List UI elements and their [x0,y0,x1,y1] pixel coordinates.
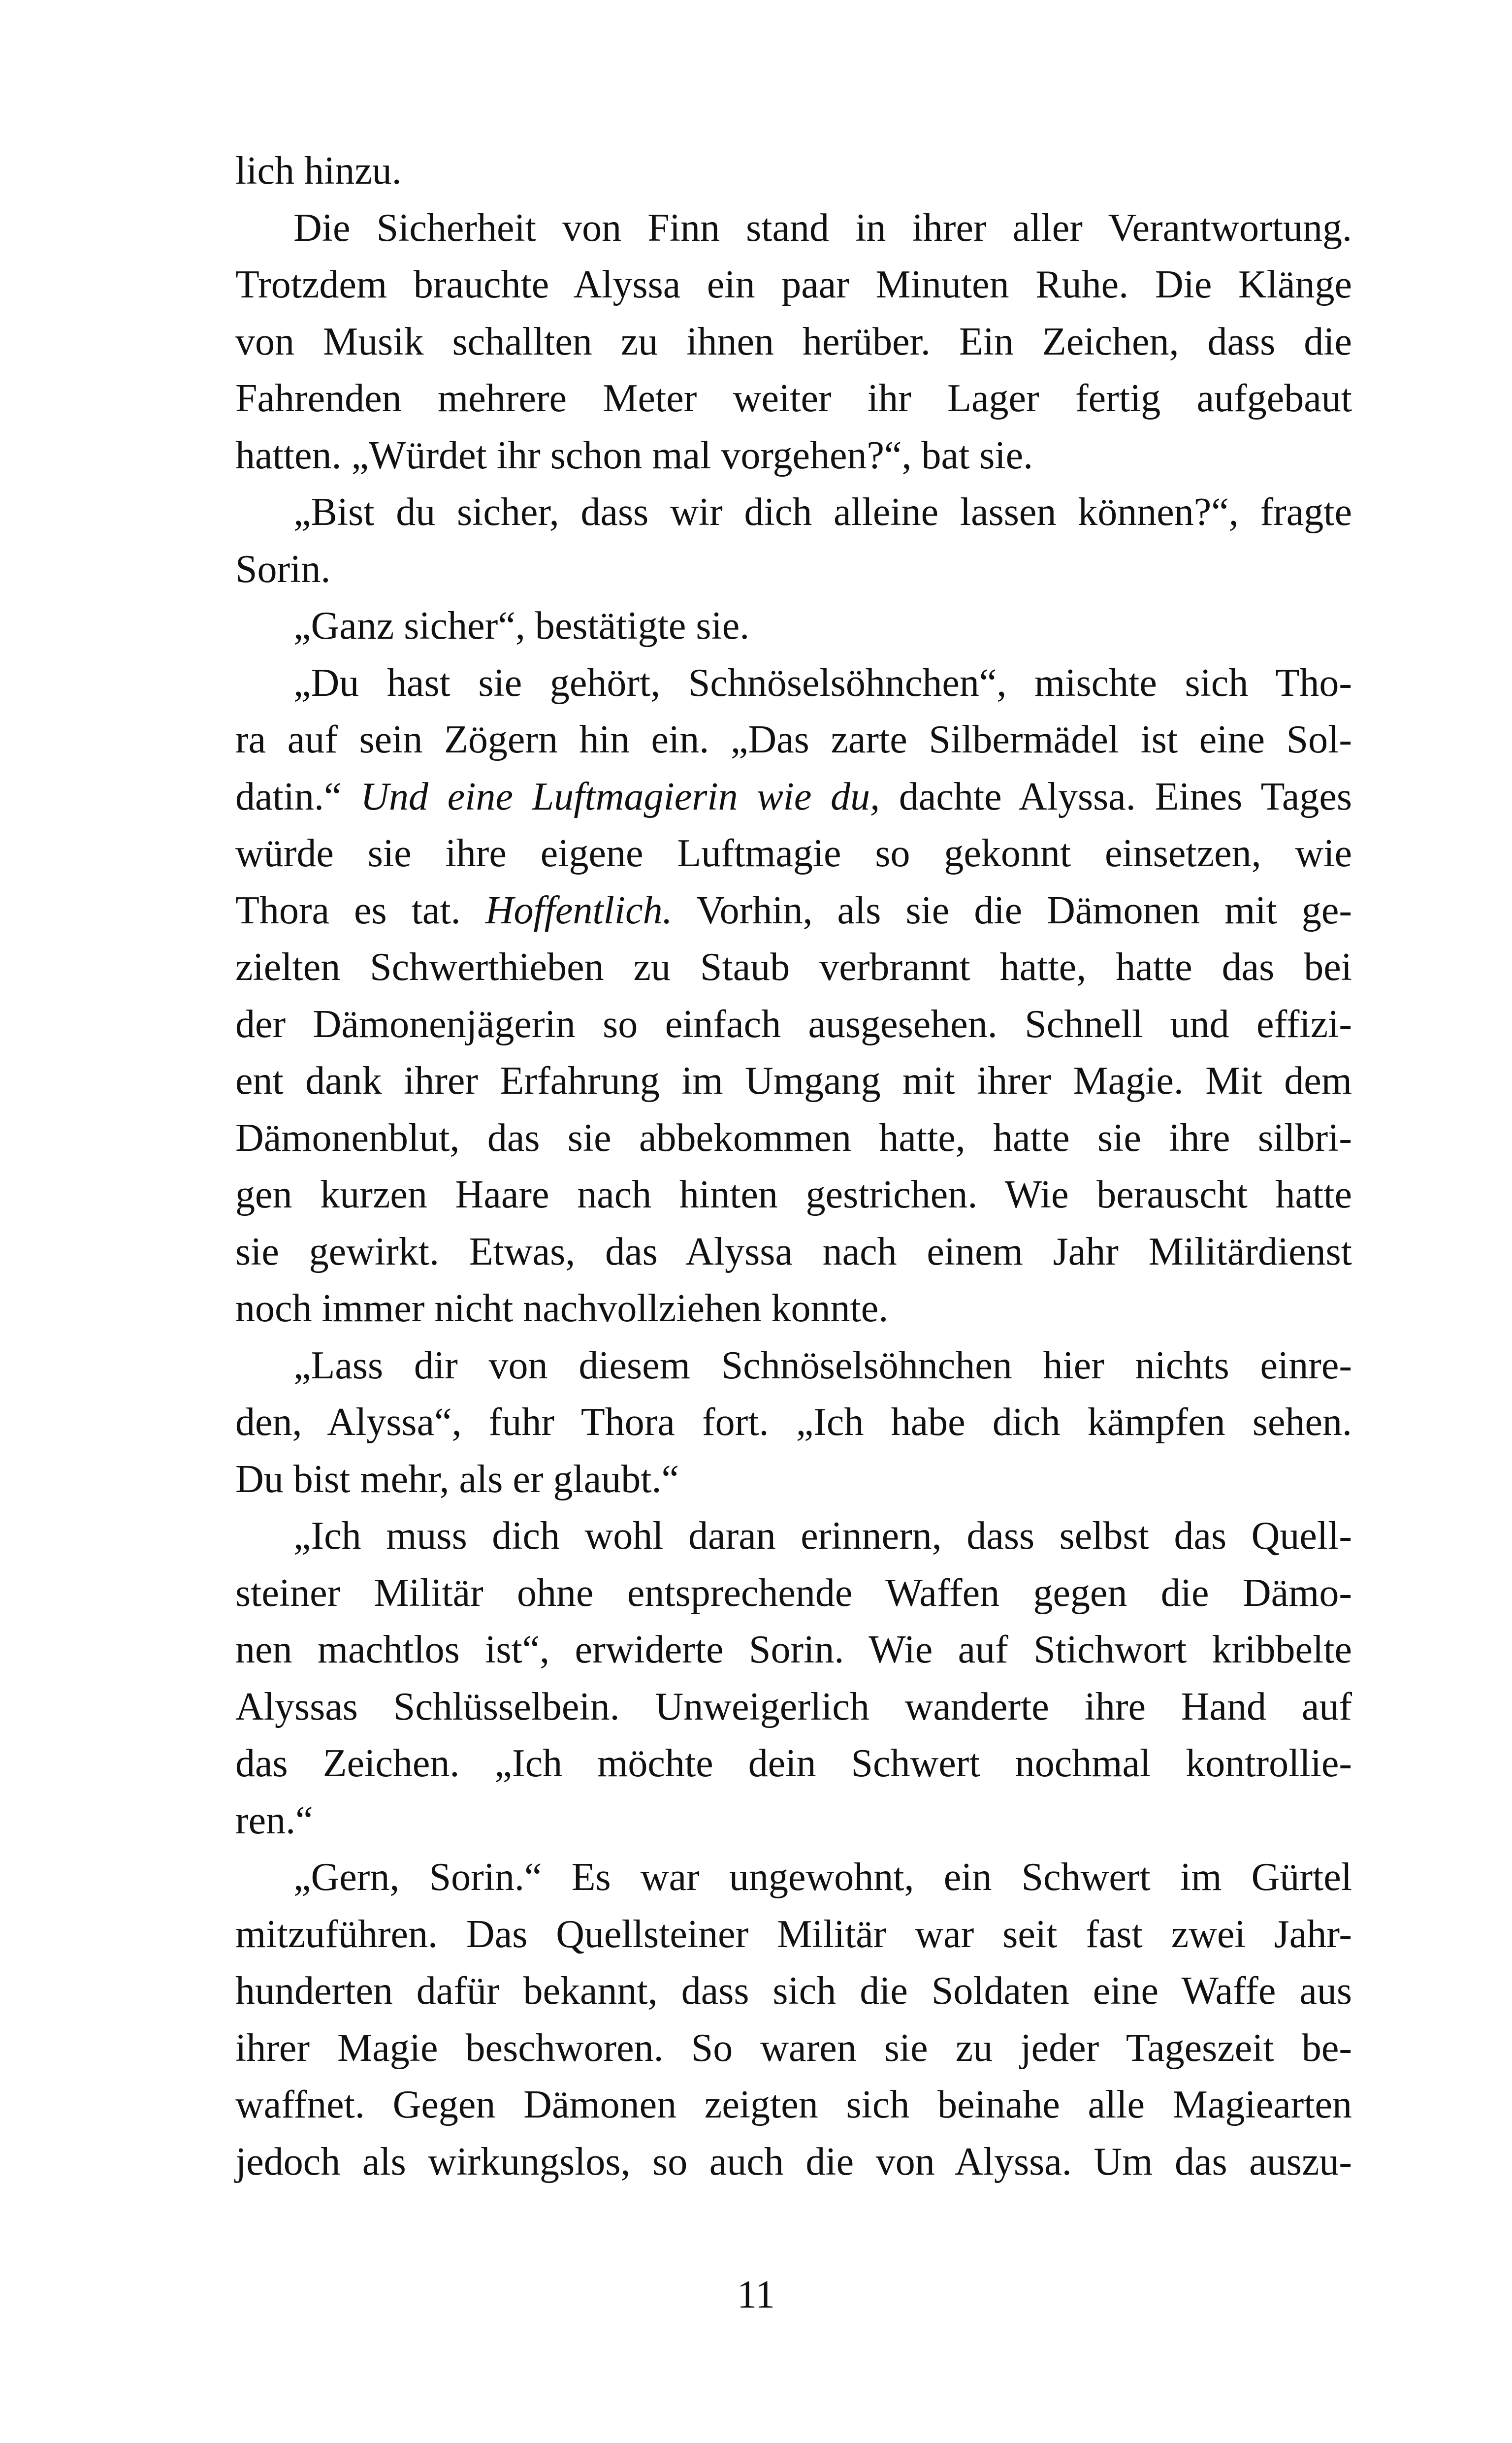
text-line: ra auf sein Zögern hin ein. „Das zarte Silbermädel ist eine Sol- [235,718,1352,761]
text-line: das Zeichen. „Ich möchte dein Schwert nochmal kontrollie- [235,1742,1352,1785]
text-line: ren.“ [235,1798,313,1842]
text-line: von Musik schallten zu ihnen herüber. Ein Zeichen, dass die [235,320,1352,363]
text-line: Alyssas Schlüsselbein. Unweigerlich wanderte ihre Hand auf [235,1685,1352,1728]
body-text [235,143,1352,2190]
text-line: gen kurzen Haare nach hinten gestrichen. Wie berauscht hatte [235,1173,1352,1216]
text-line: mitzuführen. Das Quellsteiner Militär war seit fast zwei Jahr- [235,1912,1352,1956]
text-line: zielten Schwerthieben zu Staub verbrannt hatte, hatte das bei [235,945,1352,989]
text-line: nen machtlos ist“, erwiderte Sorin. Wie auf Stichwort kribbelte [235,1628,1352,1671]
text-segment: datin.“ [235,775,361,818]
text-line: „Bist du sicher, dass wir dich alleine lassen können?“, fragte [293,490,1352,534]
italic-segment: Und eine Luftmagierin wie du, [360,775,880,818]
text-line: „Gern, Sorin.“ Es war ungewohnt, ein Schwert im Gürtel [293,1856,1352,1899]
text-line: waffnet. Gegen Dämonen zeigten sich beinahe alle Magiearten [235,2083,1352,2126]
text-line: steiner Militär ohne entsprechende Waffen gegen die Dämo- [235,1571,1352,1615]
text-line: der Dämonenjägerin so einfach ausgesehen. Schnell und effizi- [235,1002,1352,1046]
text-line: hunderten dafür bekannt, dass sich die Soldaten eine Waffe aus [235,1969,1352,2013]
italic-segment: Hoffentlich. [485,888,673,932]
text-line: Dämonenblut, das sie abbekommen hatte, hatte sie ihre silbri- [235,1116,1352,1160]
text-line: „Du hast sie gehört, Schnöselsöhnchen“, mischte sich Tho- [293,661,1352,705]
text-line: noch immer nicht nachvollziehen konnte. [235,1287,889,1330]
text-line: würde sie ihre eigene Luftmagie so gekonnt einsetzen, wie [235,832,1352,875]
text-line: Die Sicherheit von Finn stand in ihrer aller Verantwortung. [293,206,1352,250]
text-line: ihrer Magie beschworen. So waren sie zu jeder Tageszeit be- [235,2026,1352,2070]
text-line: lich hinzu. [235,149,402,193]
text-line: Trotzdem brauchte Alyssa ein paar Minuten Ruhe. Die Klänge [235,263,1352,306]
text-line: jedoch als wirkungslos, so auch die von Alyssa. Um das auszu- [235,2140,1352,2183]
text-line: hatten. „Würdet ihr schon mal vorgehen?“, bat sie. [235,433,1033,477]
text-line: Sorin. [235,547,331,591]
text-line: „Lass dir von diesem Schnöselsöhnchen hier nichts einre- [293,1343,1352,1387]
text-line [235,769,1352,826]
text-segment: Thora es tat. [235,888,485,932]
text-segment: Vorhin, als sie die Dämonen mit ge- [672,888,1352,932]
text-line: „Ich muss dich wohl daran erinnern, dass selbst das Quell- [293,1514,1352,1558]
text-line: sie gewirkt. Etwas, das Alyssa nach einem Jahr Militärdienst [235,1230,1352,1273]
text-line: Du bist mehr, als er glaubt.“ [235,1457,679,1501]
text-line: „Ganz sicher“, bestätigte sie. [293,604,750,648]
text-line: Fahrenden mehrere Meter weiter ihr Lager fertig aufgebaut [235,377,1352,420]
text-segment: dachte Alyssa. Eines Tages [880,775,1352,818]
page-number: 11 [737,2273,775,2316]
text-line: ent dank ihrer Erfahrung im Umgang mit ihrer Magie. Mit dem [235,1059,1352,1103]
text-line: den, Alyssa“, fuhr Thora fort. „Ich habe dich kämpfen sehen. [235,1401,1352,1444]
text-line [235,882,1352,940]
